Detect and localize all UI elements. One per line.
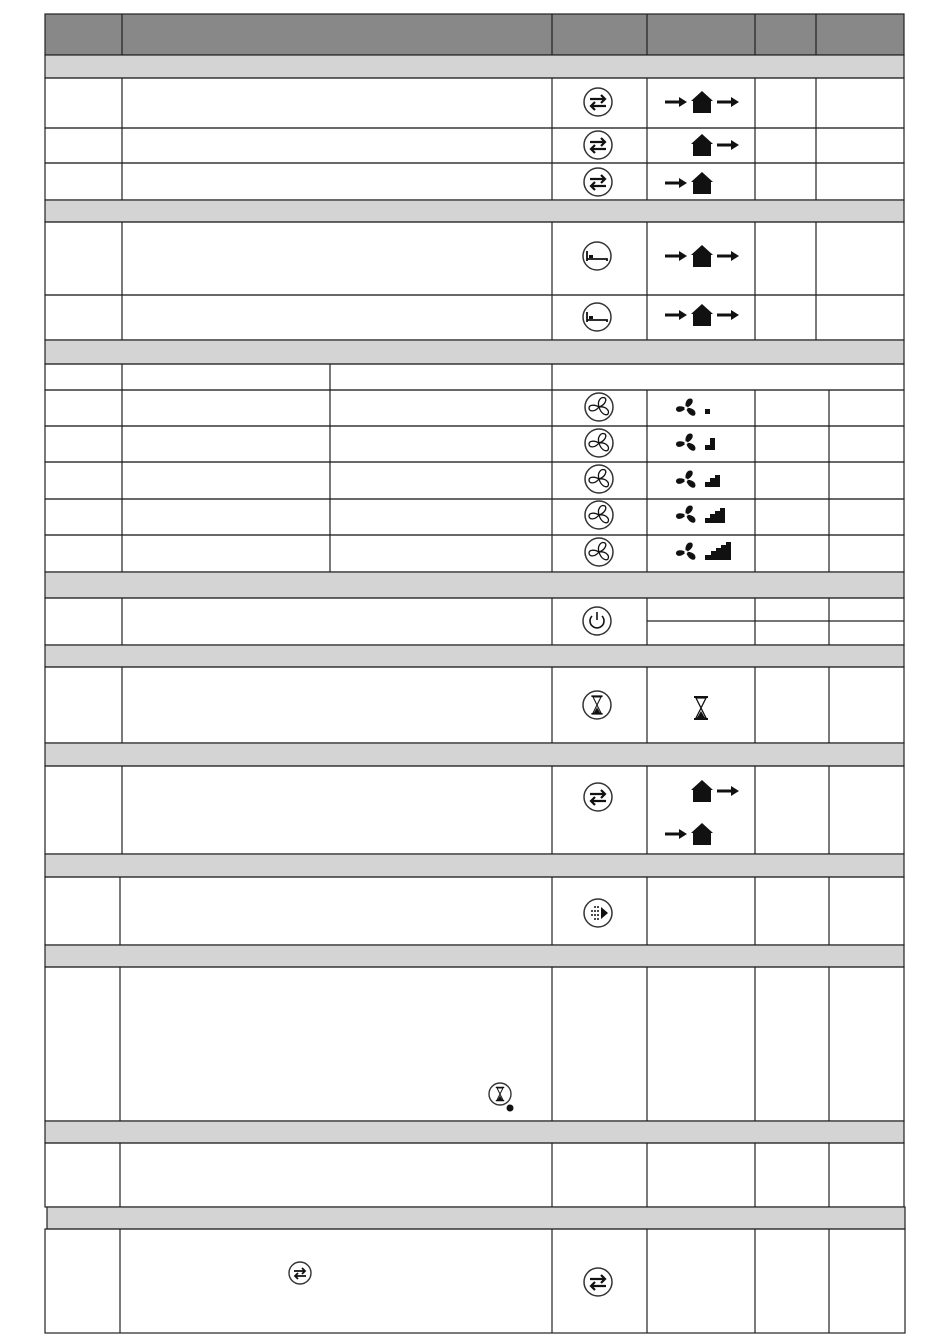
fan-level-row-5 xyxy=(585,538,731,566)
fan-level-row-4 xyxy=(585,501,725,529)
fan-level-row-3 xyxy=(585,465,720,493)
fan-level-icon xyxy=(676,471,695,488)
swap-arrows-icon xyxy=(584,88,612,116)
swap-arrows-icon xyxy=(584,783,612,811)
section-8-bar xyxy=(45,945,904,967)
house-arrow-icon xyxy=(691,780,739,802)
swap-arrows-icon xyxy=(584,131,612,159)
hourglass-icon xyxy=(489,1083,511,1105)
section-9-bar xyxy=(45,1121,904,1143)
fan-level-icon xyxy=(676,543,695,560)
swap-arrows-icon xyxy=(289,1262,311,1284)
fan-level-icon xyxy=(676,434,695,451)
section-4-bar xyxy=(45,572,904,598)
section-10-bar xyxy=(47,1207,905,1229)
house-arrow-icon xyxy=(665,245,739,267)
fan-icon xyxy=(585,465,613,493)
house-arrow-icon xyxy=(665,91,739,113)
fan-icon xyxy=(585,429,613,457)
bed-icon xyxy=(583,303,611,331)
bed-icon xyxy=(583,242,611,270)
power-icon xyxy=(583,607,611,635)
section-3-bar xyxy=(45,340,904,364)
house-arrow-icon xyxy=(665,304,739,326)
dot-icon xyxy=(507,1105,514,1112)
section-5-bar xyxy=(45,645,904,667)
section-1-bar xyxy=(45,55,904,78)
hourglass-icon xyxy=(583,691,611,719)
fan-level-icon xyxy=(676,399,695,416)
house-arrow-icon xyxy=(691,134,739,156)
hourglass-icon xyxy=(694,697,708,719)
fan-icon xyxy=(585,393,613,421)
fan-level-row-2 xyxy=(585,429,715,457)
swap-arrows-icon xyxy=(584,1268,612,1296)
fan-icon xyxy=(585,501,613,529)
house-arrow-icon xyxy=(665,823,713,845)
fan-level-icon xyxy=(676,506,695,523)
filter-icon xyxy=(584,899,612,927)
section-2-bar xyxy=(45,200,904,222)
section-7-bar xyxy=(45,854,904,877)
fan-icon xyxy=(585,538,613,566)
table-header xyxy=(45,14,904,55)
section-6-bar xyxy=(45,743,904,766)
house-arrow-icon xyxy=(665,172,713,194)
swap-arrows-icon xyxy=(584,168,612,196)
